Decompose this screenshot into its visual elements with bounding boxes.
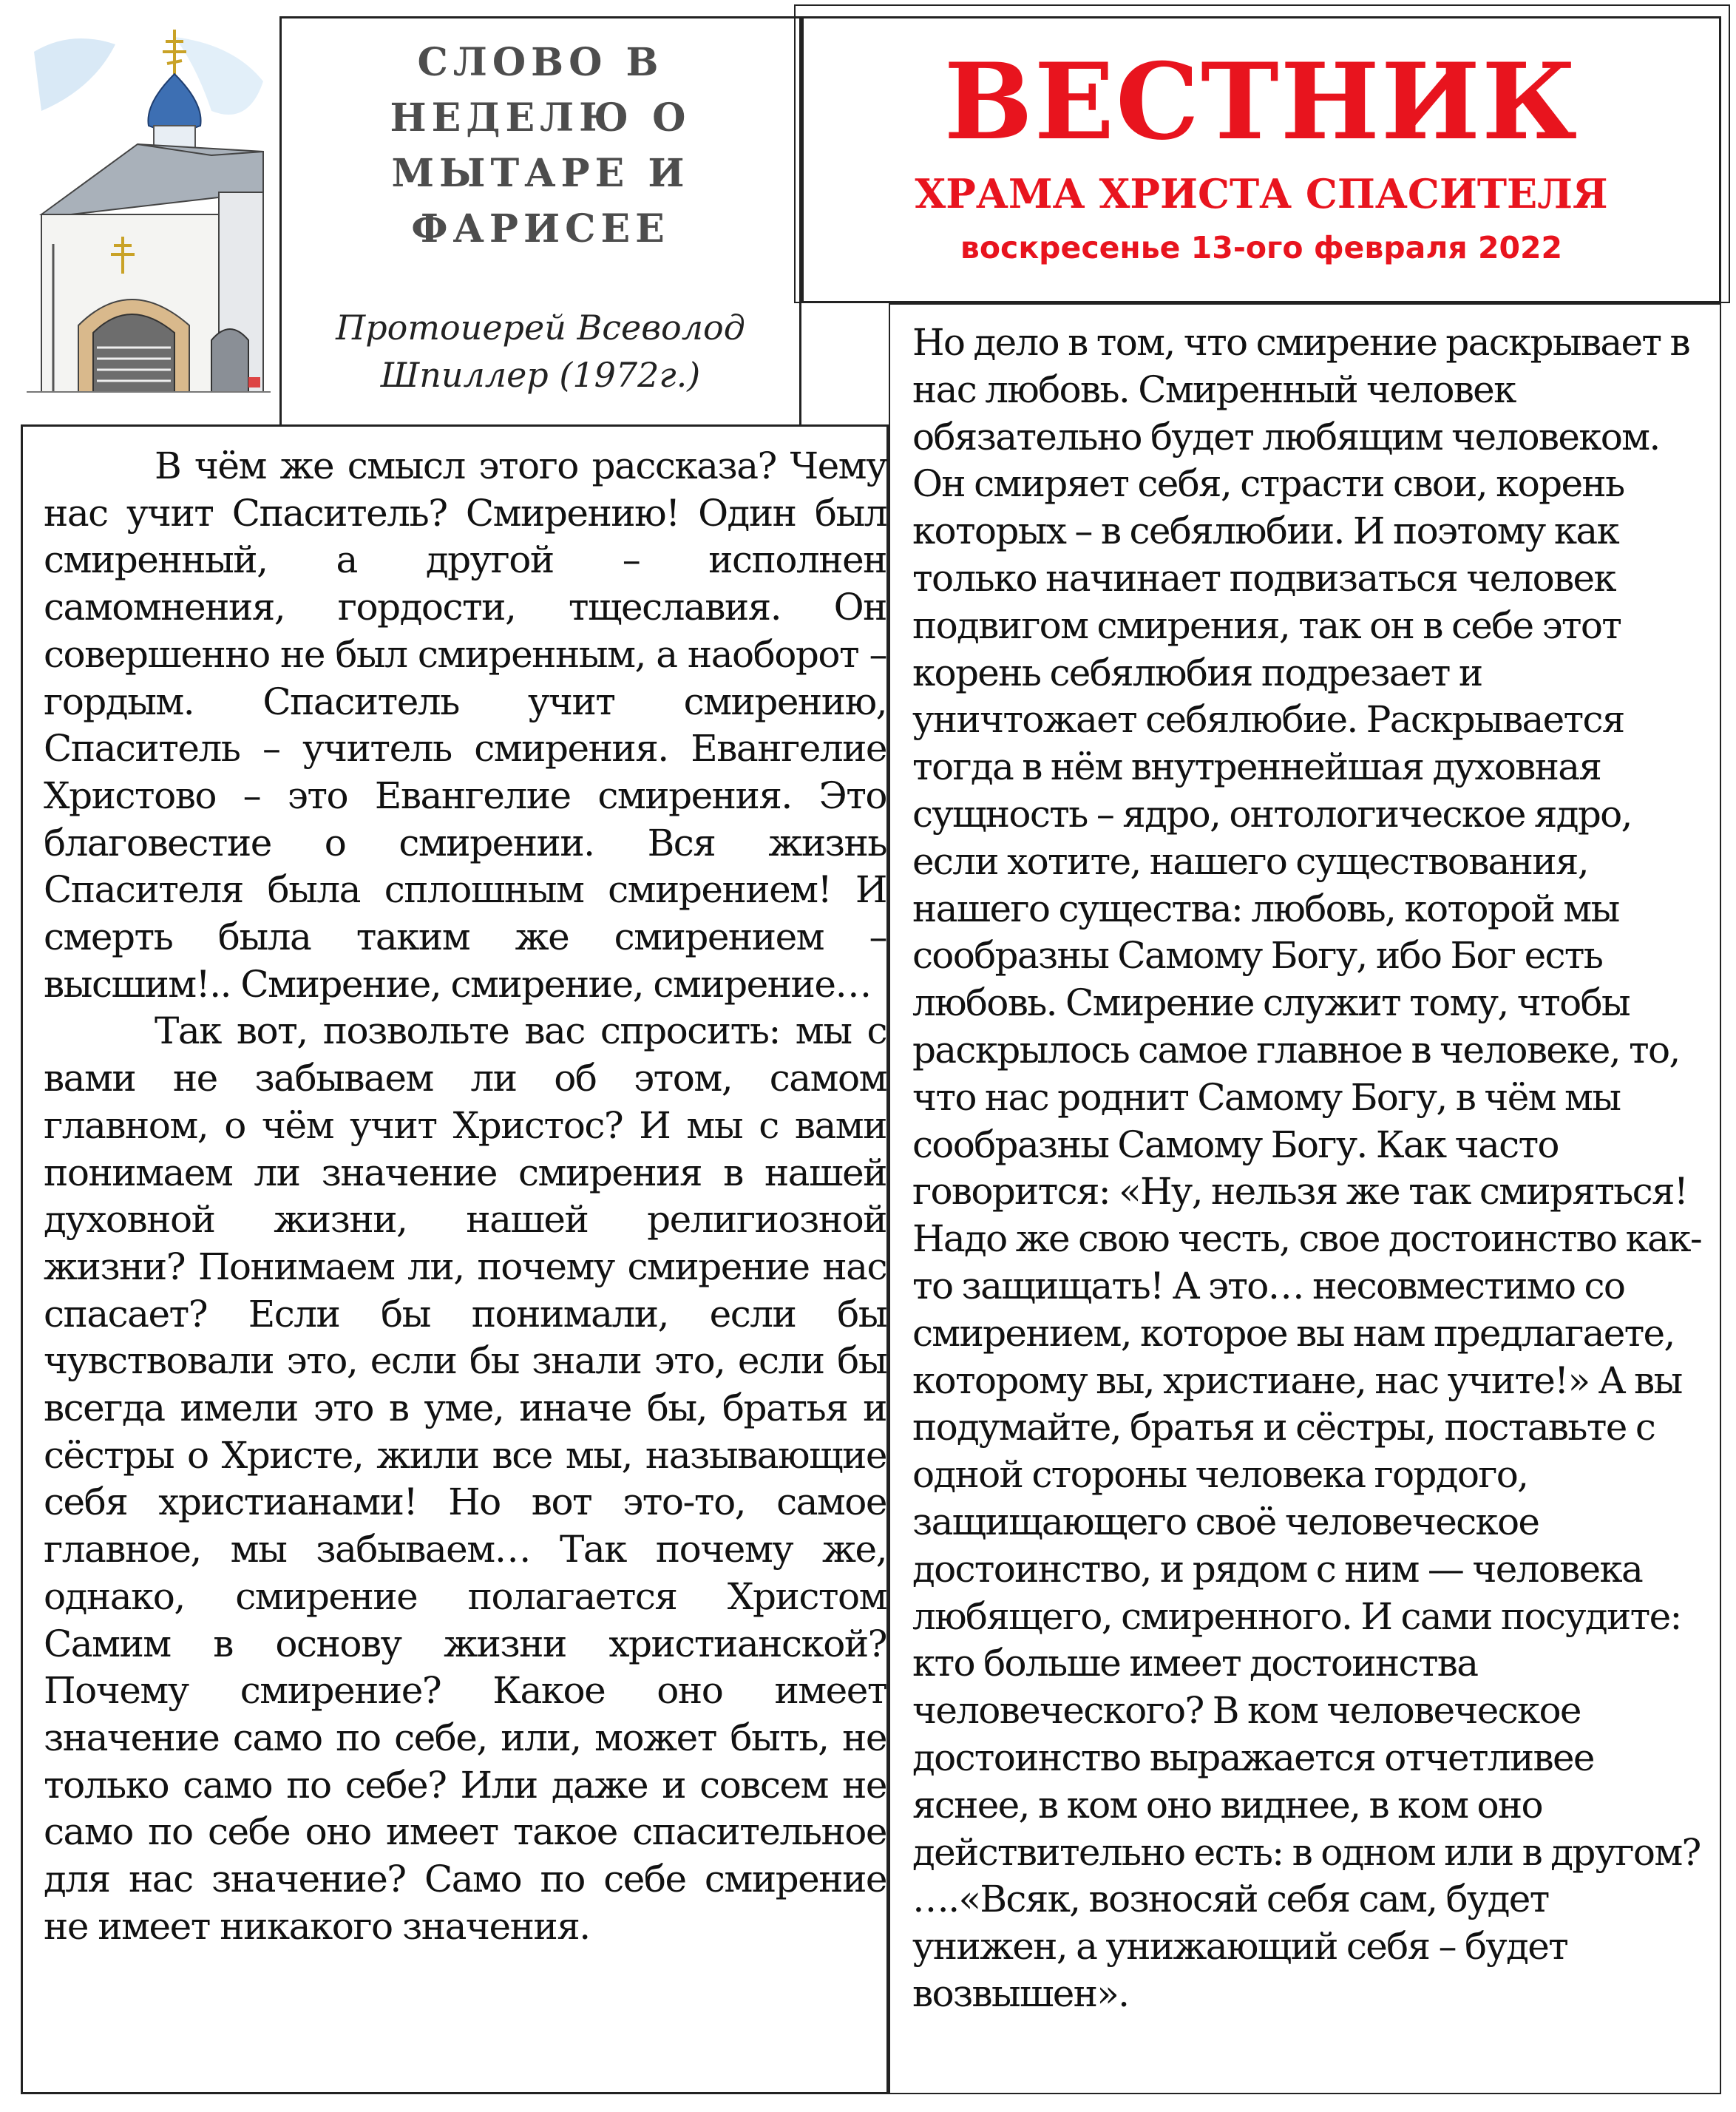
masthead-title: ВЕСТНИК: [943, 41, 1579, 163]
article-paragraph: Но дело в том, что смирение раскрывает в нас любовь. Смиренный человек обязательно будет любящим человеком. Он смиряет себя, страсти свои, корень которых – в себялюбии. И поэтому как только начинает подвизаться человек подвигом смирения, так он в себе этот корень себялюбия подрезает и уничтожает себялюбие. Раскрывается тогда в нём внутреннейшая духовная сущность – ядро, онтологическое ядро, если хотите, нашего существования, нашего существа: любовь, которой мы сообразны Самому Богу, ибо Бог есть любовь. Смирение служит тому, чтобы раскрылось самое главное в человеке, то, что нас роднит Самому Богу, в чём мы сообразны Самому Богу. Как часто говорится: «Ну, нельзя же так смиряться! Надо же свою честь, свое достоинство как-то защищать! А это… несовместимо со смирением, которое вы нам предлагаете, которому вы, христиане, нас учите!» А вы подумайте, братья и сёстры, поставьте с одной стороны человека гордого, защищающего своё человеческое достоинство, и рядом с ним — человека любящего, смиренного. И сами посудите: кто больше имеет достоинства человеческого? В ком человеческое достоинство выражается отчетливее яснее, в ком оно виднее, в ком оно действительно есть: в одном или в другом? ….«Всяк, возносяй себя сам, будет унижен, а унижающий себя – будет возвышен».: [912, 321, 1702, 2015]
right-column: [889, 303, 1721, 2094]
masthead-subtitle: ХРАМА ХРИСТА СПАСИТЕЛЯ: [915, 170, 1608, 217]
sermon-author: [282, 304, 799, 399]
article-paragraph: В чём же смысл этого рассказа? Чему нас учит Спаситель? Смирению! Один был смиренный, а другой – исполнен самомнения, гордости, тщеславия. Он совершенно не был смиренным, а наоборот – гордым. Спаситель учит смирению, Спаситель – учитель смирения. Евангелие Христово – это Евангелие смирения. Это благовестие о смирении. Вся жизнь Спасителя была сплошным смирением! И смерть была таким же смирением – высшим!.. Смирение, смирение, смирение…: [44, 444, 886, 1006]
sermon-title-line: МЫТАРЕ И: [391, 151, 690, 196]
sermon-title-box: [279, 16, 801, 427]
sermon-title-line: ФАРИСЕЕ: [411, 206, 670, 251]
left-column: [21, 424, 889, 2094]
sermon-title-line: НЕДЕЛЮ О: [390, 95, 691, 141]
sermon-author-line: Шпиллер (1972г.): [380, 355, 701, 395]
church-illustration: [27, 22, 271, 407]
sermon-title-line: СЛОВО В: [417, 40, 664, 85]
masthead: [801, 16, 1721, 303]
article-paragraph: Так вот, позвольте вас спросить: мы с вами не забываем ли об этом, самом главном, о чём учит Христос? И мы с вами понимаем ли значение смирения в нашей духовной жизни, нашей религиозной жизни? Понимаем ли, почему смирение нас спасает? Если бы понимали, если бы чувствовали это, если бы знали это, если бы всегда имели это в уме, иначе бы, братья и сёстры о Христе, жили все мы, называющие себя христианами! Но вот это-то, самое главное, мы забываем… Так почему же, однако, смирение полагается Христом Самим в основу жизни христианской? Почему смирение? Какое оно имеет значение само по себе, или, может быть, не только само по себе? Или даже и совсем не само по себе оно имеет такое спасительное для нас значение? Само по себе смирение не имеет никакого значения.: [44, 1009, 886, 1948]
masthead-date: воскресенье 13-ого февраля 2022: [960, 230, 1563, 265]
sermon-author-line: Протоиерей Всеволод: [336, 308, 745, 348]
sermon-title: [282, 35, 799, 257]
